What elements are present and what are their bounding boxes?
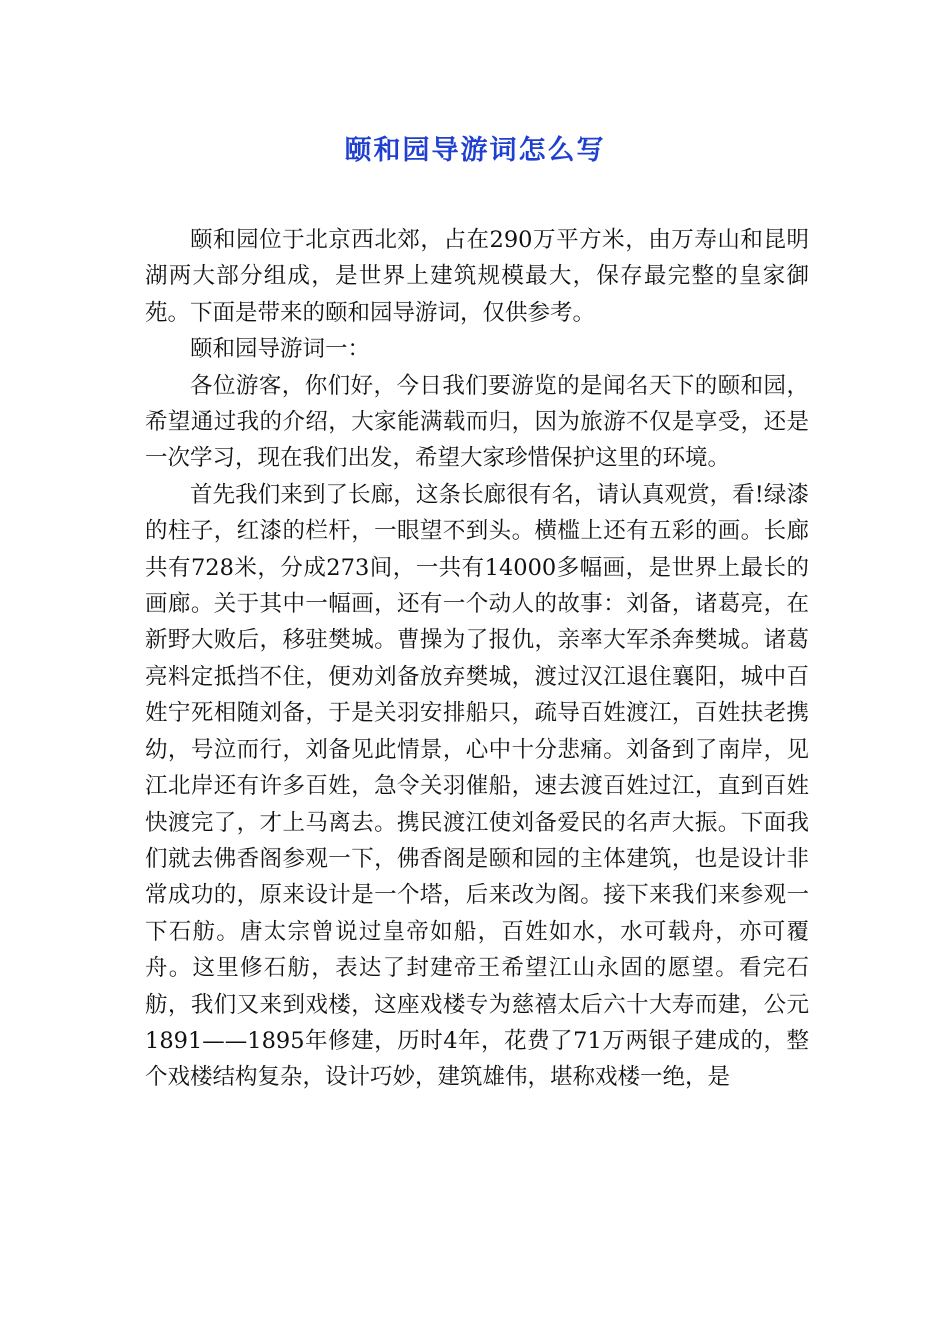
document-title: 颐和园导游词怎么写 <box>344 135 606 166</box>
paragraph-section-heading: 颐和园导游词一： <box>190 336 371 363</box>
paragraph-greeting: 各位游客，你们好，今日我们要游览的是闻名天下的颐和园，希望通过我的介绍，大家能满载而归，因为旅游不仅是享受，还是一次学习，现在我们出发，希望大家珍惜保护这里的环境。 <box>145 372 809 472</box>
paragraph-tour: 首先我们来到了长廊，这条长廊很有名，请认真观赏，看!绿漆的柱子，红漆的栏杆，一眼望不到头。横槛上还有五彩的画。长廊共有728米，分成273间，一共有14000多幅画，是世界上最长的画廊。关于其中一幅画，还有一个动人的故事：刘备，诸葛亮，在新野大败后，移驻樊城。曹操为了报仇，亲率大军杀奔樊城。诸葛亮料定抵挡不住，便劝刘备放弃樊城，渡过汉江退住襄阳，城中百姓宁死相随刘备，于是关羽安排船只，疏导百姓渡江，百姓扶老携幼，号泣而行，刘备见此情景，心中十分悲痛。刘备到了南岸，见江北岸还有许多百姓，急令关羽催船，速去渡百姓过江，直到百姓快渡完了，才上马离去。携民渡江使刘备爱民的名声大振。下面我们就去佛香阁参观一下，佛香阁是颐和园的主体建筑，也是设计非常成功的，原来设计是一个塔，后来改为阁。接下来我们来参观一下石舫。唐太宗曾说过皇帝如船，百姓如水，水可载舟，亦可覆舟。这里修石舫，表达了封建帝王希望江山永固的愿望。看完石舫，我们又来到戏楼，这座戏楼专为慈禧太后六十大寿而建，公元1891——1895年修建，历时4年，花费了71万两银子建成的，整个戏楼结构复杂，设计巧妙，建筑雄伟，堪称戏楼一绝，是 <box>145 481 809 1091</box>
document-body <box>145 222 809 1096</box>
paragraph-intro: 颐和园位于北京西北郊，占在290万平方米，由万寿山和昆明湖两大部分组成，是世界上建筑规模最大，保存最完整的皇家御苑。下面是带来的颐和园导游词，仅供参考。 <box>145 227 809 326</box>
